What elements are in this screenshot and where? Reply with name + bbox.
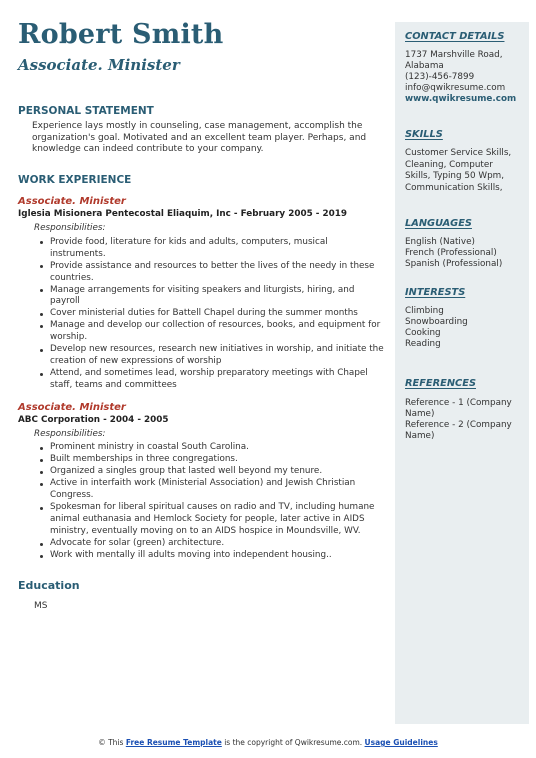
list-item: Provide food, literature for kids and adults, computers, musical instruments.: [40, 237, 384, 261]
list-item: French (Professional): [405, 248, 497, 259]
list-item: Cover ministerial duties for Battell Chapel during the summer months: [40, 308, 384, 320]
contact-heading: CONTACT DETAILS: [405, 31, 505, 42]
list-item: Develop new resources, research new initiatives in worship, and initiate the creation of new expressions of worship: [40, 344, 384, 368]
skills-heading: SKILLS: [405, 129, 443, 141]
interests-section: [405, 286, 521, 350]
personal-statement-text: Experience lays mostly in counseling, case management, accomplish the organization's goal. Motivated and an excellent team player. Perhaps, and knowledge can indeed contribute to your company.: [32, 121, 367, 155]
list-item: Prominent ministry in coastal South Carolina.: [40, 442, 384, 454]
list-item: Active in interfaith work (Ministerial Association) and Jewish Christian Congress.: [40, 478, 384, 502]
languages-list: [405, 237, 521, 270]
job-entry: [18, 401, 384, 562]
main-column: [18, 20, 384, 612]
list-item: Climbing: [405, 306, 444, 317]
free-resume-template-link[interactable]: Free Resume Template: [125, 738, 222, 747]
job-organization: Iglesia Misionera Pentecostal Eliaquim, Inc - February 2005 - 2019: [18, 208, 347, 219]
copyright-footer: [0, 738, 536, 748]
education-heading: Education: [18, 578, 80, 592]
list-item: Built memberships in three congregations.: [40, 454, 384, 466]
list-item: Manage arrangements for visiting speakers and liturgists, hiring, and payroll: [40, 285, 384, 309]
references-heading: REFERENCES: [405, 378, 476, 390]
work-experience-heading: WORK EXPERIENCE: [18, 174, 132, 187]
interests-heading: INTERESTS: [405, 287, 466, 299]
responsibilities-label: Responsibilities:: [34, 428, 106, 439]
personal-statement-heading: PERSONAL STATEMENT: [18, 104, 154, 117]
list-item: Manage and develop our collection of resources, books, and equipment for worship.: [40, 320, 384, 344]
list-item: Reference - 1 (Company Name): [405, 397, 512, 419]
skills-text: Customer Service Skills, Cleaning, Computer Skills, Typing 50 Wpm, Communication Skills,: [405, 148, 512, 193]
job-organization: ABC Corporation - 2004 - 2005: [18, 414, 169, 425]
languages-heading: LANGUAGES: [405, 218, 472, 230]
usage-guidelines-link[interactable]: Usage Guidelines: [364, 738, 438, 747]
candidate-name: Robert Smith: [18, 19, 224, 50]
languages-section: [405, 217, 521, 270]
list-item: Reading: [405, 339, 441, 350]
list-item: Reference - 2 (Company Name): [405, 419, 512, 441]
footer-prefix: © This: [98, 738, 126, 747]
job-title: Associate. Minister: [18, 196, 126, 208]
list-item: Provide assistance and resources to better the lives of the needy in these countries.: [40, 261, 384, 285]
skills-section: [405, 128, 521, 194]
responsibilities-list: [40, 442, 384, 562]
list-item: Snowboarding: [405, 317, 468, 328]
list-item: Cooking: [405, 328, 441, 339]
contact-address: 1737 Marshville Road, Alabama: [405, 50, 503, 72]
references-section: [405, 377, 521, 441]
job-entry: [18, 195, 384, 392]
responsibilities-label: Responsibilities:: [34, 222, 106, 233]
contact-section: [405, 30, 521, 105]
contact-phone: (123)-456-7899: [405, 72, 475, 83]
list-item: Spanish (Professional): [405, 259, 503, 270]
candidate-title: Associate. Minister: [18, 55, 180, 74]
list-item: Attend, and sometimes lead, worship preparatory meetings with Chapel staff, teams and committees: [40, 368, 384, 392]
sidebar: [395, 22, 529, 724]
footer-middle: is the copyright of Qwikresume.com.: [221, 738, 365, 747]
contact-email[interactable]: info@qwikresume.com: [405, 83, 506, 94]
education-value: MS: [34, 600, 48, 611]
interests-list: [405, 306, 521, 350]
list-item: Advocate for solar (green) architecture.: [40, 538, 384, 550]
contact-details: [405, 50, 521, 105]
list-item: Work with mentally ill adults moving into independent housing..: [40, 550, 384, 562]
list-item: Organized a singles group that lasted well beyond my tenure.: [40, 466, 384, 478]
list-item: English (Native): [405, 237, 475, 248]
references-list: [405, 398, 521, 442]
contact-website[interactable]: www.qwikresume.com: [405, 94, 517, 105]
list-item: Spokesman for liberal spiritual causes on radio and TV, including humane animal euthanasia and Hemlock Society for people, later active in AIDS ministry, eventually moving on to an AIDS hospice in Moundsville, WV.: [40, 502, 384, 538]
job-title: Associate. Minister: [18, 402, 126, 414]
responsibilities-list: [40, 237, 384, 392]
